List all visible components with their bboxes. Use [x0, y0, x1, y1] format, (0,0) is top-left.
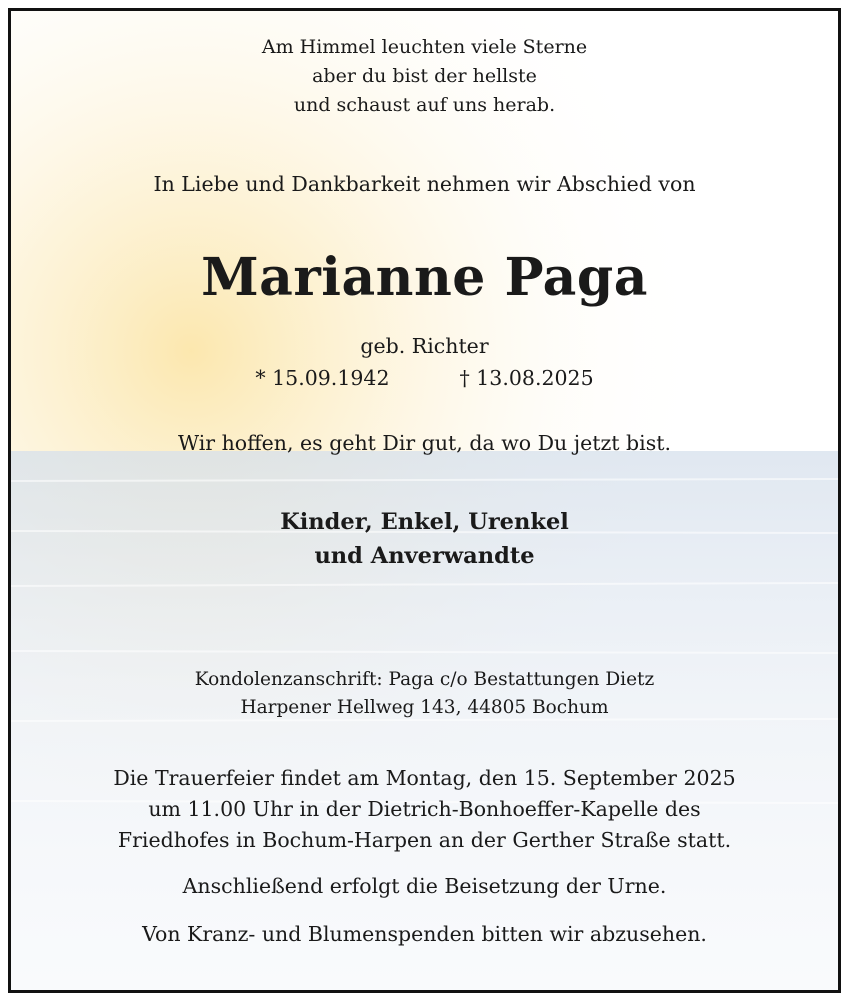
maiden-name: geb. Richter [360, 334, 489, 358]
condolence-address-line-1: Kondolenzanschrift: Paga c/o Bestattungen Dietz [194, 669, 655, 690]
burial-text: Anschließend erfolgt die Beisetzung der Urne. [182, 874, 667, 898]
intro-text: In Liebe und Dankbarkeit nehmen wir Abschied von [153, 172, 696, 196]
service-line-1: Die Trauerfeier findet am Montag, den 15. September 2025 [113, 766, 736, 790]
death-date: † 13.08.2025 [459, 366, 594, 390]
family-line-1: Kinder, Enkel, Urenkel [280, 509, 569, 535]
obituary-frame [8, 8, 841, 993]
service-line-3: Friedhofes in Bochum-Harpen an der Gerther Straße statt. [117, 828, 732, 852]
condolence-address-line-2: Harpener Hellweg 143, 44805 Bochum [240, 697, 609, 718]
life-dates [11, 366, 838, 390]
flowers-text: Von Kranz- und Blumenspenden bitten wir abzusehen. [142, 922, 707, 946]
poem-line-1: Am Himmel leuchten viele Sterne [261, 36, 588, 58]
quote-text: Wir hoffen, es geht Dir gut, da wo Du jetzt bist. [177, 431, 671, 455]
family-line-2: und Anverwandte [314, 543, 535, 569]
poem-line-3: und schaust auf uns herab. [293, 94, 556, 116]
deceased-name: Marianne Paga [201, 247, 648, 308]
birth-date: * 15.09.1942 [255, 366, 390, 390]
poem-line-2: aber du bist der hellste [312, 65, 537, 87]
service-line-2: um 11.00 Uhr in der Dietrich-Bonhoeffer-Kapelle des [148, 797, 701, 821]
